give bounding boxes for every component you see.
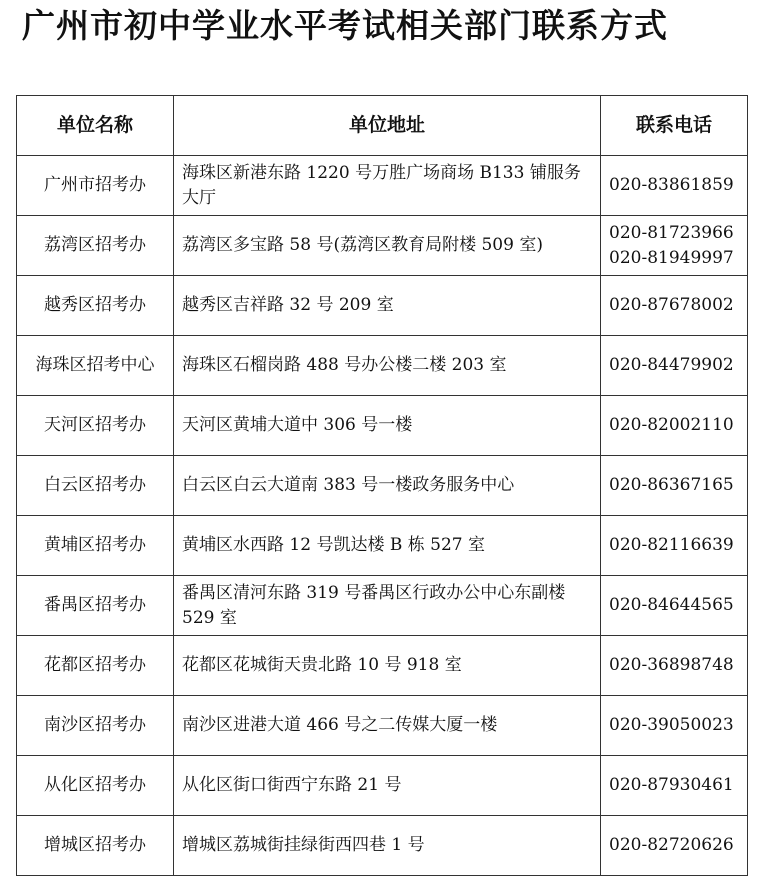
cell-unit-name: 海珠区招考中心 xyxy=(17,336,174,396)
table-row xyxy=(17,336,748,396)
phone-number: 020-82720626 xyxy=(609,835,734,855)
cell-unit-address: 从化区街口街西宁东路 21 号 xyxy=(174,756,601,816)
phone-number: 020-81723966 xyxy=(609,222,734,243)
table-row xyxy=(17,636,748,696)
table-row xyxy=(17,276,748,336)
cell-unit-name: 广州市招考办 xyxy=(17,156,174,216)
table-row xyxy=(17,696,748,756)
cell-unit-name: 从化区招考办 xyxy=(17,756,174,816)
phone-number: 020-81949997 xyxy=(609,247,734,268)
cell-unit-address: 黄埔区水西路 12 号凯达楼 B 栋 527 室 xyxy=(174,516,601,576)
cell-phone xyxy=(601,816,748,876)
cell-unit-address: 番禺区清河东路 319 号番禺区行政办公中心东副楼 529 室 xyxy=(174,576,601,636)
cell-unit-name: 南沙区招考办 xyxy=(17,696,174,756)
cell-phone xyxy=(601,396,748,456)
phone-number: 020-39050023 xyxy=(609,715,734,735)
header-phone: 联系电话 xyxy=(601,96,748,156)
table-row xyxy=(17,756,748,816)
cell-unit-address: 海珠区石榴岗路 488 号办公楼二楼 203 室 xyxy=(174,336,601,396)
cell-phone xyxy=(601,576,748,636)
cell-phone xyxy=(601,156,748,216)
cell-unit-name: 荔湾区招考办 xyxy=(17,216,174,276)
contacts-table xyxy=(16,95,748,876)
cell-unit-name: 越秀区招考办 xyxy=(17,276,174,336)
page-title: 广州市初中学业水平考试相关部门联系方式 xyxy=(22,6,668,45)
phone-number: 020-84479902 xyxy=(609,355,734,375)
cell-unit-address: 花都区花城街天贵北路 10 号 918 室 xyxy=(174,636,601,696)
cell-unit-name: 花都区招考办 xyxy=(17,636,174,696)
phone-number: 020-82002110 xyxy=(609,415,734,435)
cell-unit-name: 天河区招考办 xyxy=(17,396,174,456)
cell-phone xyxy=(601,456,748,516)
cell-unit-name: 增城区招考办 xyxy=(17,816,174,876)
phone-number: 020-86367165 xyxy=(609,475,734,495)
cell-unit-name: 白云区招考办 xyxy=(17,456,174,516)
table-body xyxy=(17,156,748,876)
phone-number: 020-83861859 xyxy=(609,175,734,195)
cell-unit-address: 白云区白云大道南 383 号一楼政务服务中心 xyxy=(174,456,601,516)
cell-phone xyxy=(601,696,748,756)
header-unit-address: 单位地址 xyxy=(174,96,601,156)
phone-number: 020-87930461 xyxy=(609,775,734,795)
table-row xyxy=(17,576,748,636)
table-row xyxy=(17,156,748,216)
cell-phone xyxy=(601,516,748,576)
cell-unit-name: 黄埔区招考办 xyxy=(17,516,174,576)
phone-number: 020-82116639 xyxy=(609,535,734,555)
cell-unit-address: 越秀区吉祥路 32 号 209 室 xyxy=(174,276,601,336)
cell-phone xyxy=(601,336,748,396)
phone-number: 020-87678002 xyxy=(609,295,734,315)
table-row xyxy=(17,516,748,576)
cell-unit-address: 增城区荔城街挂绿街西四巷 1 号 xyxy=(174,816,601,876)
cell-phone xyxy=(601,216,748,276)
phone-number: 020-36898748 xyxy=(609,655,734,675)
table-header-row xyxy=(17,96,748,156)
table-row xyxy=(17,396,748,456)
cell-phone xyxy=(601,636,748,696)
table-row xyxy=(17,816,748,876)
cell-unit-address: 海珠区新港东路 1220 号万胜广场商场 B133 铺服务大厅 xyxy=(174,156,601,216)
cell-phone xyxy=(601,756,748,816)
phone-number: 020-84644565 xyxy=(609,595,734,615)
table-row xyxy=(17,216,748,276)
cell-unit-name: 番禺区招考办 xyxy=(17,576,174,636)
header-unit-name: 单位名称 xyxy=(17,96,174,156)
cell-phone xyxy=(601,276,748,336)
table-row xyxy=(17,456,748,516)
cell-unit-address: 天河区黄埔大道中 306 号一楼 xyxy=(174,396,601,456)
cell-unit-address: 南沙区进港大道 466 号之二传媒大厦一楼 xyxy=(174,696,601,756)
cell-unit-address: 荔湾区多宝路 58 号(荔湾区教育局附楼 509 室) xyxy=(174,216,601,276)
